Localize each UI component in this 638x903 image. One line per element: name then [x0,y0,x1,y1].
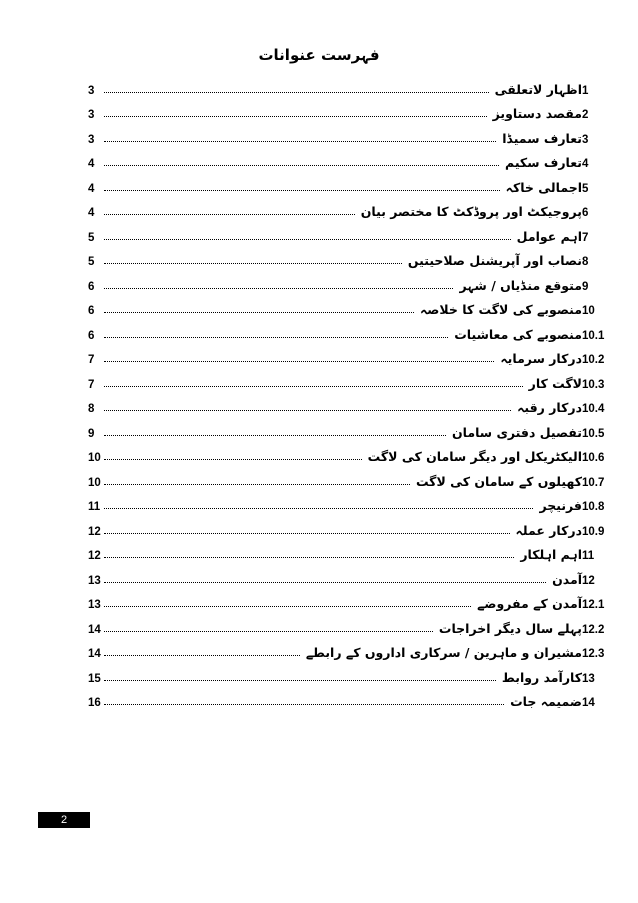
toc-entry[interactable] [88,538,626,563]
dot-leader [104,679,496,681]
toc-entry[interactable] [88,342,626,367]
toc-entry-number: 12.1 [582,599,605,611]
toc-entry-page: 3 [88,133,95,146]
toc-entry-page: 9 [88,427,95,440]
toc-entry[interactable] [88,170,626,195]
dot-leader [104,91,489,93]
toc-entry-number: 10.4 [582,403,605,415]
dot-leader [104,483,410,485]
toc-entry-number: 9 [582,280,589,293]
toc-entry-number: 14 [582,697,595,709]
toc-entry-title: پہلے سال دیگر اخراجات [438,620,582,636]
toc-entry-page: 4 [88,182,95,195]
toc-entry-title: نصاب اور آپریشنل صلاحیتیں [407,253,582,268]
toc-entry-title: الیکٹریکل اور دیگر سامان کی لاگت [367,449,582,464]
dot-leader [104,556,514,558]
dot-leader [104,189,500,191]
toc-entry-page: 13 [88,599,101,611]
toc-entry-page: 4 [88,158,95,170]
toc-entry-title: کھیلوں کے سامان کی لاگت [415,473,582,489]
page-title: فہرست عنوانات [258,46,380,64]
toc-entry[interactable] [88,293,626,318]
toc-entry-page: 7 [88,354,95,366]
dot-leader [104,434,446,436]
dot-leader [104,532,510,534]
toc-entry-title: پروجیکٹ اور پروڈکٹ کا مختصر بیان [360,204,582,219]
toc-entry-page: 11 [88,501,101,513]
dot-leader [104,409,511,411]
toc-entry-number: 2 [582,109,589,121]
dot-leader [104,507,533,509]
toc-entry-page: 14 [88,648,101,660]
toc-entry[interactable] [88,244,626,269]
toc-entry-title: اظہار لاتعلقی [494,81,582,97]
dot-leader [104,140,496,142]
toc-entry-page: 4 [88,207,95,219]
toc-entry-number: 13 [582,672,595,685]
toc-entry-page: 6 [88,280,95,293]
dot-leader [104,213,355,215]
toc-entry-title: درکار سرمایہ [500,351,582,366]
toc-entry-title: متوقع منڈیاں / شہر [459,277,582,293]
toc-entry-title: اہم عوامل [516,228,582,244]
dot-leader [104,703,504,705]
toc-entry-title: منصوبے کی لاگت کا خلاصہ [419,302,582,317]
toc-entry-title: تفصیل دفتری سامان [452,424,582,440]
toc-entry-title: اجمالی خاکہ [505,179,582,195]
toc-entry[interactable] [88,391,626,416]
toc-entry-number: 10.5 [582,427,605,440]
dot-leader [104,238,511,240]
toc-entry[interactable] [88,464,626,489]
toc-entry-number: 10.6 [582,452,605,464]
toc-entry-page: 10 [88,476,101,489]
toc-entry-number: 4 [582,158,589,170]
dot-leader [104,262,402,264]
toc-entry[interactable] [88,415,626,440]
dot-leader [104,581,546,583]
toc-entry[interactable] [88,611,626,636]
toc-entry-number: 8 [582,256,589,268]
toc-entry-page: 13 [88,574,101,587]
toc-entry-number: 3 [582,133,589,146]
dot-leader [104,605,471,607]
toc-entry-number: 12.2 [582,623,605,636]
toc-entry-number: 10.2 [582,354,605,366]
toc-entry-number: 1 [582,84,589,97]
toc-entry-page: 5 [88,231,95,244]
dot-leader [104,164,499,166]
toc-entry-number: 10.8 [582,501,605,513]
toc-entry-page: 5 [88,256,95,268]
toc-entry-number: 6 [582,207,589,219]
toc-entry-number: 12.3 [582,648,605,660]
table-of-contents [88,72,626,709]
toc-entry-number: 12 [582,574,595,587]
toc-entry[interactable] [88,636,626,661]
toc-entry-title: کارآمد روابط [501,669,582,685]
dot-leader [104,336,448,338]
toc-entry-title: ضمیمہ جات [510,694,582,709]
toc-entry[interactable] [88,660,626,685]
toc-entry[interactable] [88,513,626,538]
toc-entry[interactable] [88,685,626,710]
toc-entry-title: لاگت کار [528,375,582,391]
toc-entry-number: 10.9 [582,525,605,538]
page-number-badge: 2 [38,812,90,828]
toc-entry[interactable] [88,219,626,244]
toc-entry[interactable] [88,489,626,514]
toc-entry-page: 12 [88,525,101,538]
toc-entry-number: 5 [582,182,589,195]
dot-leader [104,654,300,656]
dot-leader [104,630,433,632]
toc-entry-title: اہم اہلکار [520,547,582,562]
toc-entry[interactable] [88,146,626,171]
toc-entry-page: 8 [88,403,95,415]
toc-entry[interactable] [88,317,626,342]
toc-entry-page: 6 [88,329,95,342]
toc-entry-number: 10.3 [582,378,605,391]
toc-entry-title: تعارف سکیم [505,155,582,170]
toc-entry-number: 10.1 [582,329,605,342]
dot-leader [104,115,487,117]
toc-entry-title: آمدن کے مفروضے [477,596,582,611]
toc-entry-title: تعارف سمیڈا [502,130,582,146]
toc-entry[interactable] [88,587,626,612]
dot-leader [104,360,494,362]
toc-entry-page: 16 [88,697,101,709]
toc-entry-title: مقصد دستاویز [492,106,582,121]
dot-leader [104,311,414,313]
toc-entry-page: 6 [88,305,95,317]
toc-entry[interactable] [88,97,626,122]
toc-entry-title: منصوبے کی معاشیات [454,326,582,342]
toc-entry-number: 10.7 [582,476,605,489]
toc-entry-page: 3 [88,84,95,97]
toc-entry[interactable] [88,562,626,587]
toc-entry[interactable] [88,72,626,97]
toc-entry-number: 7 [582,231,589,244]
toc-entry-title: فرنیچر [539,498,582,513]
dot-leader [104,458,362,460]
dot-leader [104,287,453,289]
toc-entry[interactable] [88,268,626,293]
toc-entry-page: 12 [88,550,101,562]
toc-entry-title: درکار رقبہ [517,400,582,415]
toc-entry-page: 14 [88,623,101,636]
toc-entry-page: 15 [88,672,101,685]
dot-leader [104,385,523,387]
toc-entry-title: مشیران و ماہرین / سرکاری اداروں کے رابطے [305,645,582,660]
toc-entry-number: 11 [582,550,595,562]
toc-entry-page: 3 [88,109,95,121]
toc-entry-title: آمدن [552,571,582,587]
toc-entry-page: 7 [88,378,95,391]
toc-entry-page: 10 [88,452,101,464]
toc-entry-title: درکار عملہ [515,522,582,538]
toc-entry[interactable] [88,195,626,220]
toc-entry[interactable] [88,121,626,146]
toc-entry[interactable] [88,366,626,391]
toc-entry[interactable] [88,440,626,465]
toc-entry-number: 10 [582,305,595,317]
